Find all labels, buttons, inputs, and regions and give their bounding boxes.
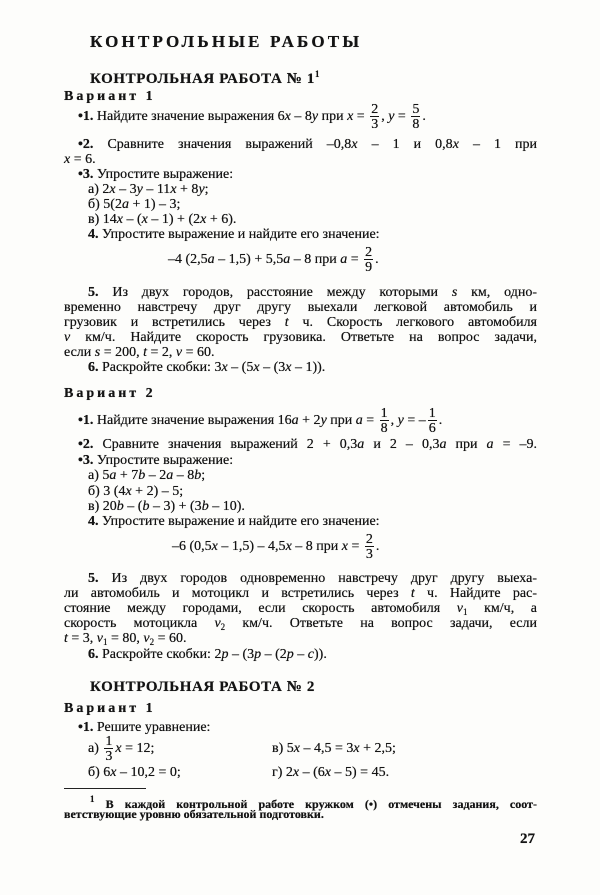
task-number: •2. bbox=[78, 437, 94, 452]
math-variable: x bbox=[109, 182, 116, 197]
text: Из двух городов, расстояние между которыми bbox=[98, 285, 452, 300]
text: . bbox=[375, 252, 379, 268]
math-variable: a bbox=[340, 252, 348, 268]
math-variable: b bbox=[201, 499, 209, 514]
text: . bbox=[438, 413, 443, 429]
footnote-cont bbox=[64, 807, 324, 822]
v1-task-5-l3 bbox=[64, 315, 537, 330]
text: при bbox=[318, 109, 348, 125]
numerator: 1 bbox=[105, 734, 113, 749]
text: + 7 bbox=[116, 468, 139, 483]
numerator: 2 bbox=[365, 245, 373, 260]
fraction bbox=[364, 246, 373, 274]
task-number: 6. bbox=[88, 647, 99, 662]
math-variable: x bbox=[324, 765, 332, 780]
denominator: 8 bbox=[412, 117, 420, 132]
math-variable: x bbox=[64, 152, 71, 167]
math-variable: x bbox=[292, 765, 300, 780]
math-variable: x bbox=[347, 109, 354, 125]
math-variable: x bbox=[211, 539, 218, 555]
math-variable: c bbox=[307, 647, 315, 662]
math-variable: b bbox=[142, 499, 150, 514]
denominator: 3 bbox=[371, 117, 379, 132]
test-2-heading bbox=[90, 680, 315, 695]
v2-task-5-l2 bbox=[64, 586, 537, 601]
v1-task-4-expr bbox=[168, 246, 379, 274]
text: – 1 и 0,8 bbox=[357, 137, 453, 152]
text: = bbox=[347, 539, 363, 555]
text: – (5 bbox=[227, 360, 254, 375]
text: – 4,5 = 3 bbox=[300, 741, 354, 756]
math-variable: s bbox=[451, 285, 458, 300]
v1-task-3c bbox=[88, 212, 236, 227]
text: – ( bbox=[123, 499, 143, 514]
text: ветствующие уровню обязательной подготовки. bbox=[64, 807, 324, 821]
math-variable: p bbox=[221, 647, 229, 662]
task-number: 6. bbox=[88, 360, 99, 375]
text: КОНТРОЛЬНАЯ РАБОТА № 2 bbox=[90, 679, 315, 695]
text: – (6 bbox=[299, 765, 325, 780]
math-variable: t bbox=[284, 315, 289, 330]
math-variable: x bbox=[116, 212, 123, 227]
text: – 10). bbox=[208, 499, 245, 514]
text: = – bbox=[403, 413, 426, 429]
math-variable: x bbox=[110, 765, 117, 780]
text: в) 5 bbox=[272, 741, 294, 756]
section-title bbox=[90, 34, 362, 49]
text: Найдите значение выражения 6 bbox=[93, 109, 285, 125]
text: Сравните значения выражений –0,8 bbox=[93, 137, 352, 152]
math-variable: x bbox=[170, 182, 177, 197]
text: ; bbox=[201, 468, 206, 483]
math-variable: p bbox=[254, 647, 262, 662]
math-variable: v bbox=[64, 330, 71, 345]
text: – 1,5) – 4,5 bbox=[217, 539, 286, 555]
variant-1-label bbox=[64, 89, 156, 104]
v2-task-5 bbox=[88, 571, 537, 586]
math-variable: t bbox=[410, 586, 415, 601]
test-1-heading bbox=[90, 67, 320, 87]
text: Сравните значения выражений 2 + 0,3 bbox=[93, 437, 358, 452]
denominator: 3 bbox=[105, 749, 113, 764]
text: Раскройте скобки: 2 bbox=[98, 647, 222, 662]
text: – 8 при bbox=[290, 252, 341, 268]
text: – 8 bbox=[173, 468, 195, 483]
text: г) 2 bbox=[272, 765, 293, 780]
numerator: 1 bbox=[380, 406, 388, 421]
math-variable: x bbox=[115, 741, 122, 757]
math-variable: y bbox=[136, 182, 143, 197]
text: + 2 bbox=[298, 413, 321, 429]
text: – 8 при bbox=[291, 539, 342, 555]
math-variable: p bbox=[286, 647, 294, 662]
text: + 6). bbox=[206, 212, 237, 227]
text: = bbox=[394, 109, 410, 125]
v2-task-2 bbox=[78, 437, 537, 452]
text: км, одно- bbox=[457, 285, 537, 300]
v1-task-5 bbox=[88, 285, 537, 300]
t2-task-1c bbox=[272, 741, 396, 756]
text: в) 14 bbox=[88, 212, 117, 227]
text: КОНТРОЛЬНЫЕ РАБОТЫ bbox=[90, 32, 363, 51]
text: – ( bbox=[123, 212, 142, 227]
denominator: 3 bbox=[365, 547, 373, 562]
text: – 2 bbox=[145, 468, 167, 483]
text: Упростите выражение и найдите его значение: bbox=[98, 514, 380, 529]
numerator: 2 bbox=[371, 102, 379, 117]
variant-2-label bbox=[64, 386, 156, 401]
math-variable: t bbox=[64, 631, 68, 646]
math-variable: a bbox=[486, 437, 494, 452]
math-variable: b bbox=[116, 499, 124, 514]
task-number: •1. bbox=[78, 413, 94, 429]
math-variable: x bbox=[253, 360, 260, 375]
text: – bbox=[293, 647, 308, 662]
denominator: 6 bbox=[428, 421, 436, 436]
math-variable: a bbox=[355, 413, 363, 429]
task-number: •3. bbox=[78, 167, 94, 182]
subscript: 2 bbox=[149, 637, 155, 647]
text: Упростите выражение: bbox=[93, 167, 234, 182]
text: а) 5 bbox=[88, 468, 110, 483]
math-variable: b bbox=[194, 468, 202, 483]
superscript: 1 bbox=[90, 794, 95, 804]
text: в) 20 bbox=[88, 499, 117, 514]
math-variable: a bbox=[121, 197, 129, 212]
t2-task-1 bbox=[78, 720, 210, 735]
math-variable: x bbox=[285, 539, 292, 555]
math-variable: x bbox=[351, 137, 358, 152]
math-variable: v bbox=[175, 345, 183, 360]
page-number bbox=[520, 832, 535, 847]
text: при bbox=[326, 413, 356, 429]
math-variable: x bbox=[200, 212, 207, 227]
v1-task-3b bbox=[88, 197, 180, 212]
text: Найдите значение выражения 16 bbox=[93, 413, 292, 429]
t2-task-1d bbox=[272, 765, 389, 780]
subscript: 1 bbox=[103, 637, 108, 647]
text: ; bbox=[204, 182, 209, 197]
task-number: •1. bbox=[78, 109, 94, 125]
text: – 10,2 = 0; bbox=[116, 765, 181, 780]
text: 27 bbox=[520, 831, 535, 847]
text: и 2 – 0,3 bbox=[364, 437, 440, 452]
task-number: 4. bbox=[88, 514, 99, 529]
text: = bbox=[353, 109, 369, 125]
text: = 60. bbox=[154, 631, 187, 646]
denominator: 9 bbox=[365, 260, 373, 275]
text: Упростите выражение: bbox=[93, 453, 234, 468]
text: – 1)). bbox=[291, 360, 326, 375]
fraction bbox=[104, 735, 113, 763]
text: Упростите выражение и найдите его значение: bbox=[98, 227, 380, 242]
text: В каждой контрольной работе кружком (•) отмечены задания, соот- bbox=[94, 797, 537, 811]
text: = 60. bbox=[182, 345, 215, 360]
v1-task-3a bbox=[88, 182, 209, 197]
text: = 200, bbox=[100, 345, 144, 360]
task-number: •2. bbox=[78, 137, 94, 152]
v2-task-4 bbox=[88, 514, 380, 529]
text: Из двух городов одновременно навстречу друг другу выеха- bbox=[98, 571, 537, 586]
text: б) 5(2 bbox=[88, 197, 122, 212]
task-number: •3. bbox=[78, 453, 94, 468]
math-variable: x bbox=[284, 109, 291, 125]
text: = 2, bbox=[147, 345, 176, 360]
math-variable: b bbox=[138, 468, 146, 483]
v2-task-6 bbox=[88, 647, 327, 662]
v1-task-5-l5 bbox=[64, 345, 215, 360]
math-variable: a bbox=[291, 413, 299, 429]
math-variable: v bbox=[214, 616, 221, 631]
text: км/ч. Ответьте на вопрос задачи, если bbox=[225, 616, 537, 631]
text: –4 (2,5 bbox=[168, 252, 208, 268]
text: при bbox=[446, 437, 487, 452]
text: а) 2 bbox=[88, 182, 110, 197]
fraction bbox=[428, 407, 437, 435]
math-variable: x bbox=[293, 741, 300, 756]
numerator: 5 bbox=[412, 102, 420, 117]
text: . bbox=[375, 539, 380, 555]
text: – 5) = 45. bbox=[331, 765, 390, 780]
text: , bbox=[381, 109, 389, 125]
v1-task-2 bbox=[78, 137, 537, 152]
v2-task-4-expr bbox=[172, 533, 379, 561]
text: ч. Найдите рас- bbox=[414, 586, 537, 601]
text: если bbox=[64, 345, 95, 360]
text: ли автомобиль и мотоцикл и встретились через bbox=[64, 586, 411, 601]
text: = 6. bbox=[70, 152, 96, 167]
text: скорость мотоцикла bbox=[64, 616, 215, 631]
fraction bbox=[370, 103, 379, 131]
text: = 12; bbox=[121, 741, 155, 757]
footnote-divider bbox=[64, 788, 146, 789]
text: км/ч. Найдите скорость грузовика. Ответьте на вопрос задачи, bbox=[70, 330, 537, 345]
task-number: 5. bbox=[88, 571, 99, 586]
text: – 3 bbox=[115, 182, 137, 197]
v1-task-2-cont bbox=[64, 152, 96, 167]
math-variable: a bbox=[283, 252, 291, 268]
text: = 3, bbox=[67, 631, 97, 646]
text: – (3 bbox=[259, 360, 286, 375]
v1-task-3 bbox=[78, 167, 233, 182]
v1-task-5-l2 bbox=[64, 300, 537, 315]
math-variable: a bbox=[207, 252, 215, 268]
fraction bbox=[365, 533, 374, 561]
numerator: 2 bbox=[365, 532, 373, 547]
text: – 1 при bbox=[458, 137, 538, 152]
math-variable: x bbox=[353, 741, 360, 756]
text: грузовик и встретились через bbox=[64, 315, 285, 330]
text: + 1) – 3; bbox=[128, 197, 181, 212]
text: + 2) – 5; bbox=[131, 484, 184, 499]
math-variable: a bbox=[166, 468, 174, 483]
math-variable: v bbox=[456, 601, 464, 616]
numerator: 1 bbox=[428, 406, 436, 421]
v1-task-5-l4 bbox=[64, 330, 537, 345]
text: – 8 bbox=[290, 109, 312, 125]
t2-variant-1-label bbox=[64, 701, 156, 716]
fraction bbox=[380, 407, 389, 435]
math-variable: x bbox=[285, 360, 292, 375]
text: стояние между городами, если скорость автомобиля bbox=[64, 601, 457, 616]
math-variable: x bbox=[221, 360, 228, 375]
denominator: 8 bbox=[380, 421, 388, 436]
v2-task-3 bbox=[78, 453, 233, 468]
math-variable: y bbox=[397, 413, 404, 429]
text: Решите уравнение: bbox=[93, 720, 211, 735]
text: км/ч, а bbox=[467, 601, 538, 616]
v1-task-6 bbox=[88, 360, 325, 375]
fraction bbox=[411, 103, 420, 131]
math-variable: a bbox=[439, 437, 447, 452]
text: = bbox=[347, 252, 363, 268]
math-variable: v bbox=[143, 631, 150, 646]
task-number: 4. bbox=[88, 227, 99, 242]
text: –6 (0,5 bbox=[172, 539, 212, 555]
math-variable: y bbox=[311, 109, 319, 125]
math-variable: a bbox=[357, 437, 365, 452]
math-variable: x bbox=[341, 539, 348, 555]
text: б) 6 bbox=[88, 765, 111, 780]
text: временно навстречу друг другу выехали легковой автомобиль и bbox=[64, 300, 537, 315]
v2-task-3c bbox=[88, 499, 245, 514]
text: – 11 bbox=[142, 182, 171, 197]
text: б) 3 (4 bbox=[88, 484, 126, 499]
text: , bbox=[390, 413, 398, 429]
v1-task-1 bbox=[78, 103, 426, 131]
math-variable: a bbox=[109, 468, 117, 483]
text: = bbox=[362, 413, 378, 429]
text: + 2,5; bbox=[359, 741, 396, 756]
math-variable: t bbox=[143, 345, 148, 360]
math-variable: v bbox=[96, 631, 104, 646]
text: Вариант 2 bbox=[64, 386, 156, 401]
task-number: 5. bbox=[88, 285, 99, 300]
math-variable: y bbox=[388, 109, 395, 125]
text: Раскройте скобки: 3 bbox=[98, 360, 222, 375]
t2-task-1a bbox=[88, 735, 154, 763]
math-variable: x bbox=[125, 484, 132, 499]
text: Вариант 1 bbox=[64, 701, 156, 716]
superscript: 1 bbox=[314, 69, 321, 79]
v2-task-3b bbox=[88, 484, 183, 499]
math-variable: x bbox=[141, 212, 148, 227]
math-variable: s bbox=[94, 345, 101, 360]
v2-task-1 bbox=[78, 407, 442, 435]
text: – (3 bbox=[228, 647, 255, 662]
text: – 3) + (3 bbox=[149, 499, 202, 514]
math-variable: y bbox=[320, 413, 327, 429]
v1-task-4 bbox=[88, 227, 380, 242]
text: Вариант 1 bbox=[64, 89, 156, 104]
t2-task-1b bbox=[88, 765, 181, 780]
v2-task-3a bbox=[88, 468, 205, 483]
text: ч. Скорость легкового автомобиля bbox=[288, 315, 537, 330]
text: . bbox=[422, 109, 426, 125]
math-variable: x bbox=[452, 137, 459, 152]
text: КОНТРОЛЬНАЯ РАБОТА № 1 bbox=[90, 71, 315, 87]
task-number: •1. bbox=[78, 720, 94, 735]
text: = –9. bbox=[493, 437, 538, 452]
text: – 1,5) + 5,5 bbox=[214, 252, 284, 268]
text: = 80, bbox=[107, 631, 144, 646]
subscript: 2 bbox=[220, 622, 226, 632]
text: а) bbox=[88, 741, 103, 757]
text: – (2 bbox=[261, 647, 287, 662]
text: – 1) + (2 bbox=[147, 212, 201, 227]
math-variable: y bbox=[198, 182, 205, 197]
text: )). bbox=[314, 647, 327, 662]
text: + 8 bbox=[176, 182, 199, 197]
subscript: 1 bbox=[463, 607, 468, 617]
